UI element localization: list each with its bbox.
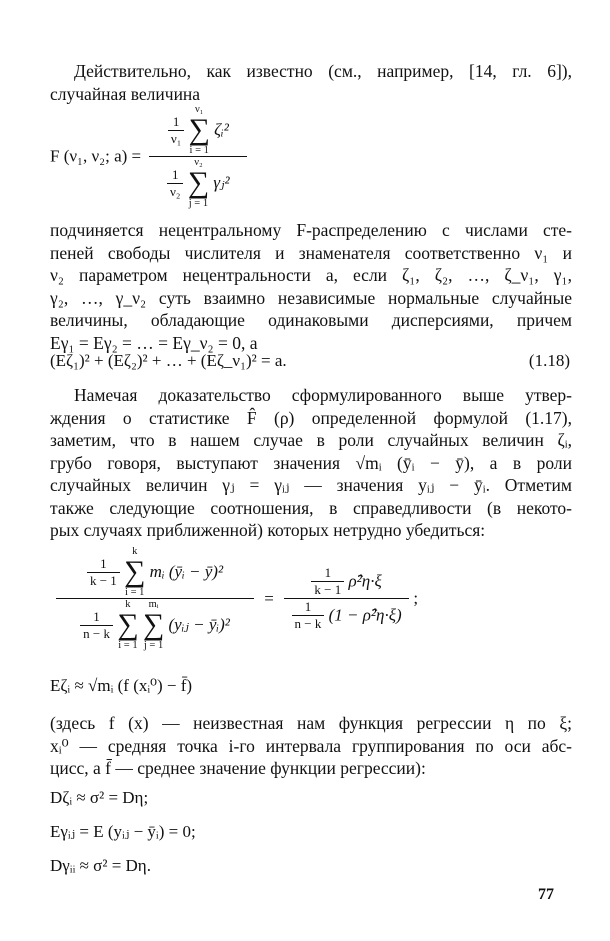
num-coef [168,114,184,147]
term: ρ̂²η·ξ [348,571,382,591]
text-line: грубо говоря, выступают значения √mᵢ (ȳᵢ − ȳ), а в роли [50,452,572,473]
lhs-numerator [84,546,226,598]
equation-1-18: (Eζ₁)² + (Eζ₂)² + … + (Eζ_ν₁)² = a. [50,351,287,370]
coef [87,556,120,589]
text-line: пеней свободы числителя и знаменателя соответственно ν₁ и [50,242,572,263]
den-coef-den: ν₂ [170,183,181,199]
num-coef-den: ν₁ [170,130,182,146]
equation-number: (1.18) [528,351,570,370]
sum-sign: ν₂ ∑ j = 1 [187,157,210,209]
coef-den: n − k [83,625,110,641]
rhs-fraction [284,565,409,632]
sum-upper: k [125,599,131,610]
sum-lower: j = 1 [188,198,209,209]
sum-sign: ν₁ ∑ i = 1 [188,104,210,156]
text-line: Действительно, как известно (см., например, [14, гл. 6]), [74,61,572,81]
equation-E-zeta: Eζᵢ ≈ √mᵢ (f (xᵢ⁰) − f̄) [50,676,193,695]
page-number: 77 [538,886,554,903]
equation-E-gamma: Eγᵢⱼ = E (yᵢⱼ − ȳᵢ) = 0; [50,822,196,841]
formula-F-numerator [165,104,232,156]
text-line: γ₂, …, γ_ν₂ суть взаимно независимые нормальные случайные [50,287,572,308]
sum-sign: mᵢ ∑ j = 1 [142,599,165,651]
sum-lower: i = 1 [189,145,209,156]
equation-D-gamma: Dγᵢᵢ ≈ σ² = Dη. [50,856,151,875]
lhs-denominator [77,599,233,651]
text-line: величины, обладающие одинаковыми дисперсиями, причем [50,310,572,330]
sum-upper: k [132,546,138,557]
text-line: заметим, что в нашем случае в роли случайных величин ζᵢ, [50,430,572,450]
text-line: ν₂ параметром нецентральности a, если ζ₁, ζ₂, …, ζ_ν₁, γ₁, [50,265,572,285]
paragraph-2 [50,219,572,354]
coef-den: k − 1 [314,582,342,597]
sum-sign: k ∑ i = 1 [124,546,146,598]
den-term: γⱼ² [213,173,230,192]
rhs-denominator [289,599,405,632]
ratio-formula: $\frac{1}{k - 1}$ k ∑ i = 1 mᵢ (ȳᵢ − ȳ)² $\frac{1}{n - k}$ k ∑ i = 1 mᵢ ∑ j = 1 (yᵢⱼ − ȳᵢ)² = $\frac{1}{k - 1}$ ρ̂²η·ξ $\frac{1}{n - k}$ (1 − ρ̂²η·ξ) ; [56,546,418,651]
text-line: рых случаях приближенной) которых нетрудно убедиться: [50,520,486,540]
formula-F [50,104,247,209]
coef [311,565,344,598]
punctuation: ; [413,588,419,608]
equation-D-zeta: Dζᵢ ≈ σ² = Dη; [50,788,149,807]
formula-F-fraction [149,104,247,209]
sum-upper: ν₂ [194,157,203,168]
sum-upper: mᵢ [148,599,159,610]
den-coef-num: 1 [172,166,179,182]
term: (yᵢⱼ − ȳᵢ)² [168,615,230,634]
intro-paragraph [50,60,572,105]
coef-den: n − k [294,616,322,631]
paragraph-4 [50,712,572,780]
text-line: Намечая доказательство сформулированного выше утвер- [74,385,572,405]
lhs-fraction [56,546,254,651]
num-term: ζᵢ² [214,120,229,139]
sum-sign: k ∑ i = 1 [117,599,139,651]
text-line: Eγ₁ = Eγ₂ = … = Eγ_ν₂ = 0, а [50,332,258,353]
paragraph-3 [50,384,572,542]
coef-num: 1 [100,555,107,571]
coef-den: k − 1 [89,572,117,588]
sum-lower: j = 1 [143,640,164,651]
coef-num: 1 [324,565,332,580]
formula-F-denominator [164,157,233,209]
text-line: цисс, а f̄ — среднее значение функции регрессии): [50,758,426,778]
coef [292,599,325,632]
text-line: случайная величина [50,83,201,104]
coef-num: 1 [304,599,312,614]
term: (1 − ρ̂²η·ξ) [328,605,402,625]
text-line: также следующие соотношения, в справедливости (в некото- [50,497,572,518]
text-line: подчиняется нецентральному F-распределению с числами сте- [50,220,572,240]
sum-lower: i = 1 [118,640,138,651]
term: mᵢ (ȳᵢ − ȳ)² [149,562,224,581]
den-coef [167,167,183,200]
text-line: (здесь f (x) — неизвестная нам функция регрессии η по ξ; [50,713,572,733]
rhs-numerator [308,565,384,598]
num-coef-num: 1 [172,113,180,129]
sum-lower: i = 1 [125,587,145,598]
text-line: случайных величин γⱼ = γᵢⱼ — значения yᵢⱼ − ȳᵢ. Отметим [50,475,572,495]
coef [80,609,113,642]
sum-upper: ν₁ [195,104,204,115]
text-line: ждения о статистике F̂ (ρ) определенной формулой (1.17), [50,407,572,428]
text-line: xᵢ⁰ — средняя точка i-го интервала группирования по оси абс- [50,735,572,756]
coef-num: 1 [93,608,100,624]
formula-F-lhs: F (ν₁, ν₂; a) = [50,146,142,166]
